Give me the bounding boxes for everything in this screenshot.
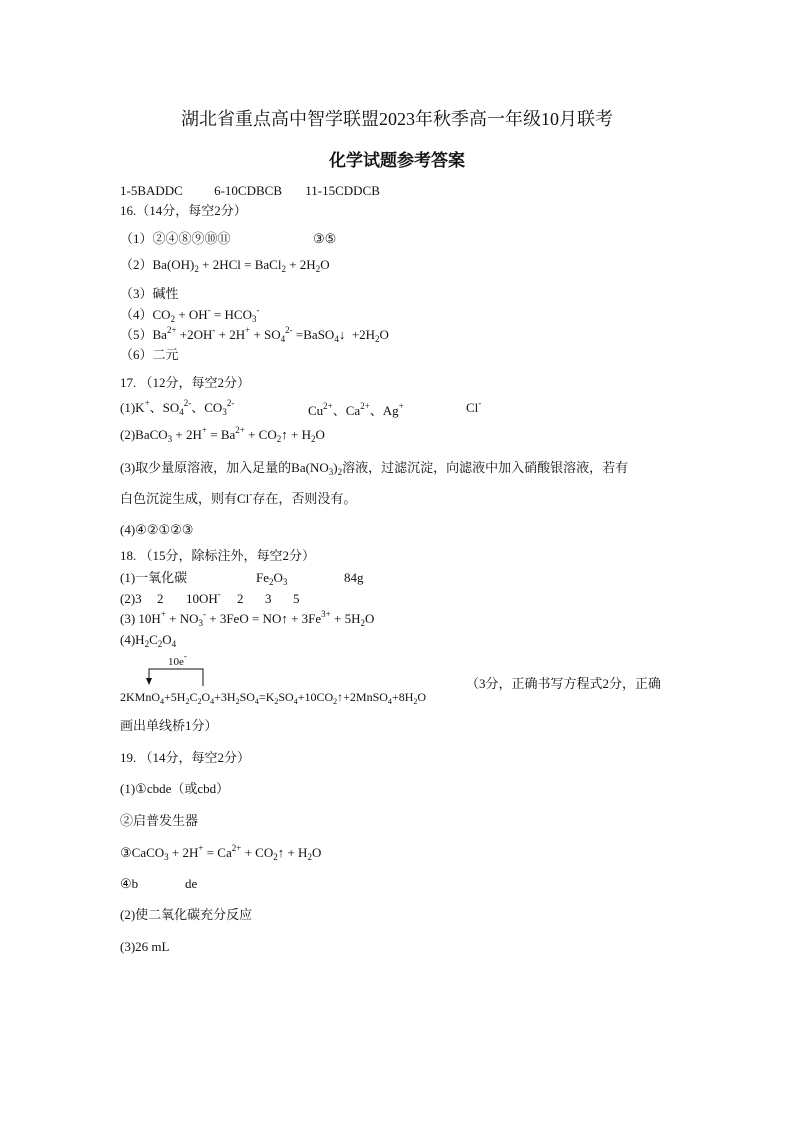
- q16-part5-label: （5）: [120, 327, 153, 342]
- mc-group-3: 11-15CDDCB: [305, 183, 380, 198]
- q18-part4-label: (4): [120, 632, 136, 647]
- q18-part2-d: 2: [237, 591, 244, 606]
- q16-part5: $(5)Ba^{2+} +2OH^- + 2H^+ + SO_4^{2-}$ =BaSO$_4$↓ $+2H_2O$: [120, 325, 389, 344]
- mc-group-2: 6-10CDBCB: [214, 183, 282, 198]
- q18-note-line2: 画出单线桥1分）: [120, 718, 218, 733]
- q16-part4: $(4)CO_2 + OH^- = HCO_3^-$: [120, 305, 260, 324]
- q18-heading: 18. （15分，除标注外，每空2分）: [120, 548, 316, 563]
- q17-part3-text-b: 溶液，过滤沉淀，向滤液中加入硝酸银溶液，若有: [342, 460, 629, 475]
- q19-part1: (1)①cbde（或cbd）: [120, 781, 230, 796]
- q16-part3: （3）碱性: [120, 286, 179, 301]
- q17-part3-text-d: 存在，否则没有。: [252, 491, 357, 506]
- q16-part1-answer-b: ③⑤: [313, 231, 337, 246]
- q19-part3: ③CaCO$_3$ + $2H^+ = Ca^{2+}$ + $CO_2↑ + H_2O$: [120, 843, 322, 862]
- q17-part1-label: (1): [120, 400, 136, 415]
- q18-part1: (1)一氧化碳: [120, 570, 188, 585]
- q19-part6: (3)26 mL: [120, 939, 170, 954]
- q17-part3-line2: 白色沉淀生成，则有Cl-存在，否则没有。: [120, 489, 357, 506]
- q18-part4: $(4)H_2C_2O_4$: [120, 632, 177, 649]
- q16-part2-label: （2）: [120, 257, 153, 272]
- q18-part1-c: 84g: [344, 570, 364, 585]
- q17-heading: 17. （12分，每空2分）: [120, 375, 251, 390]
- q19-heading: 19. （14分，每空2分）: [120, 750, 251, 765]
- q19-part4-b: de: [185, 876, 198, 891]
- q18-part3: (3) $10H^+ + NO_3^- + 3FeO$ = NO↑ + $3Fe^{3+} + 5H_2O$: [120, 609, 375, 628]
- mc-group-1: 1-5BADDC: [120, 183, 183, 198]
- q17-part4: (4)④②①②③: [120, 522, 194, 537]
- q17-part1-c: Cl-: [466, 398, 482, 415]
- q16-heading: 16.（14分，每空2分）: [120, 203, 247, 218]
- q19-part3-label: ③: [120, 845, 132, 860]
- q17-part3-text-a: (3)取少量原溶液，加入足量的: [120, 460, 292, 475]
- q17-part3-text-c: 白色沉淀生成，则有: [120, 491, 238, 506]
- q16-part1: [120, 231, 231, 247]
- q18-redox-equation: $2KMnO_4+5H_2C_2O_4+3H_2SO_4=K_2SO_4+10CO_2↑+2MnSO_4+8H_2O$: [120, 690, 427, 706]
- q17-part2: (2)BaCO$_3$ + $2H^+ = Ba^{2+}$ + $CO_2↑ + H_2O$: [120, 425, 325, 444]
- q18-part2-e: 3: [265, 591, 272, 606]
- electron-count: 10e: [168, 656, 184, 668]
- q17-part1: (1)K+、$SO_4^{2-}$、$CO_3^{2-}$: [120, 398, 235, 417]
- q16-part1-answer-a: ②④⑧⑨⑩⑪: [152, 231, 231, 246]
- q19-part5: (2)使二氧化碳充分反应: [120, 907, 253, 922]
- page-subtitle: 化学试题参考答案: [329, 151, 465, 170]
- q18-note-line1: （3分，正确书写方程式2分，正确: [466, 676, 662, 691]
- q19-part4: ④b: [120, 876, 139, 891]
- q17-part3-line1: (3)取少量原溶液，加入足量的$Ba(NO_3)_2$溶液，过滤沉淀，向滤液中加入硝酸银溶液，若有: [120, 460, 629, 477]
- q16-part1-label: （1）: [120, 231, 153, 246]
- q16-part2: $(2)Ba(OH)_2 + 2HCl$ = BaCl$_2$ + $2H_2O$: [120, 257, 330, 274]
- q19-part2: ②启普发生器: [120, 813, 199, 828]
- q18-part1-b: $Fe_2O_3$: [256, 570, 288, 587]
- q18-part2: (2)3: [120, 591, 142, 606]
- q18-part2-f: 5: [293, 591, 300, 606]
- q18-part2-b: 2: [157, 591, 164, 606]
- electron-transfer-label: 10e-: [168, 651, 187, 668]
- mc-answers: [120, 183, 380, 199]
- q18-part3-label: (3): [120, 611, 136, 626]
- q17-part1-b: $Cu^{2+}$、$Ca^{2+}$、Ag+: [308, 401, 404, 418]
- q18-part2-c: 10OH-: [186, 589, 221, 606]
- single-line-bridge-arrow: [145, 660, 215, 688]
- page-title: 湖北省重点高中智学联盟2023年秋季高一年级10月联考: [181, 109, 613, 129]
- q16-part4-label: （4）: [120, 307, 153, 322]
- q16-part6: （6）二元: [120, 347, 179, 362]
